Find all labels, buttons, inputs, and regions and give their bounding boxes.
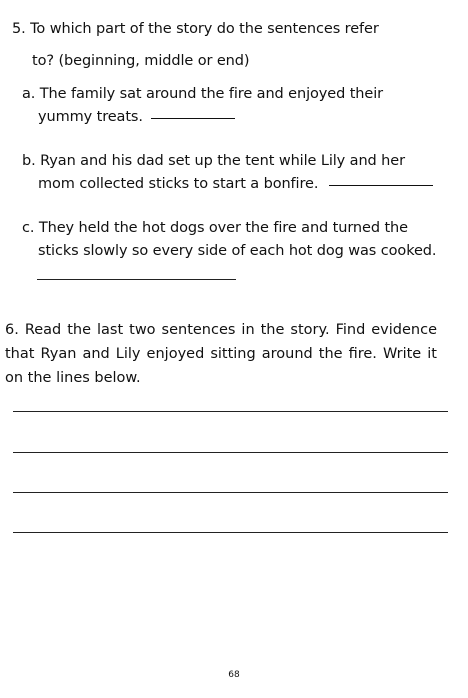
question-5b-line-2-row (38, 175, 433, 193)
answer-blank-5a[interactable] (151, 117, 235, 119)
question-5a-line-2-row (38, 108, 235, 126)
answer-line-1[interactable] (13, 411, 448, 412)
answer-line-3[interactable] (13, 492, 448, 493)
answer-line-4[interactable] (13, 532, 448, 533)
question-5c-line-2: sticks slowly so every side of each hot dog was cooked. (38, 243, 437, 259)
question-5b-line-2: mom collected sticks to start a bonfire. (38, 176, 319, 192)
question-5-line-2: to? (beginning, middle or end) (32, 53, 250, 69)
page-number: 68 (228, 670, 240, 680)
answer-blank-5c[interactable] (37, 279, 236, 280)
question-5-line-1: 5. To which part of the story do the sentences refer (12, 21, 379, 37)
question-5a-line-1: a. The family sat around the fire and enjoyed their (22, 86, 383, 102)
answer-blank-5b[interactable] (329, 184, 433, 186)
question-5c-line-1: c. They held the hot dogs over the fire and turned the (22, 220, 408, 236)
answer-line-2[interactable] (13, 452, 448, 453)
question-5a-line-2: yummy treats. (38, 109, 143, 125)
question-5b-line-1: b. Ryan and his dad set up the tent while Lily and her (22, 153, 405, 169)
question-6-text: 6. Read the last two sentences in the story. Find evidence that Ryan and Lily enjoyed sitting around the fire. Write it on the lines below. (5, 322, 437, 386)
